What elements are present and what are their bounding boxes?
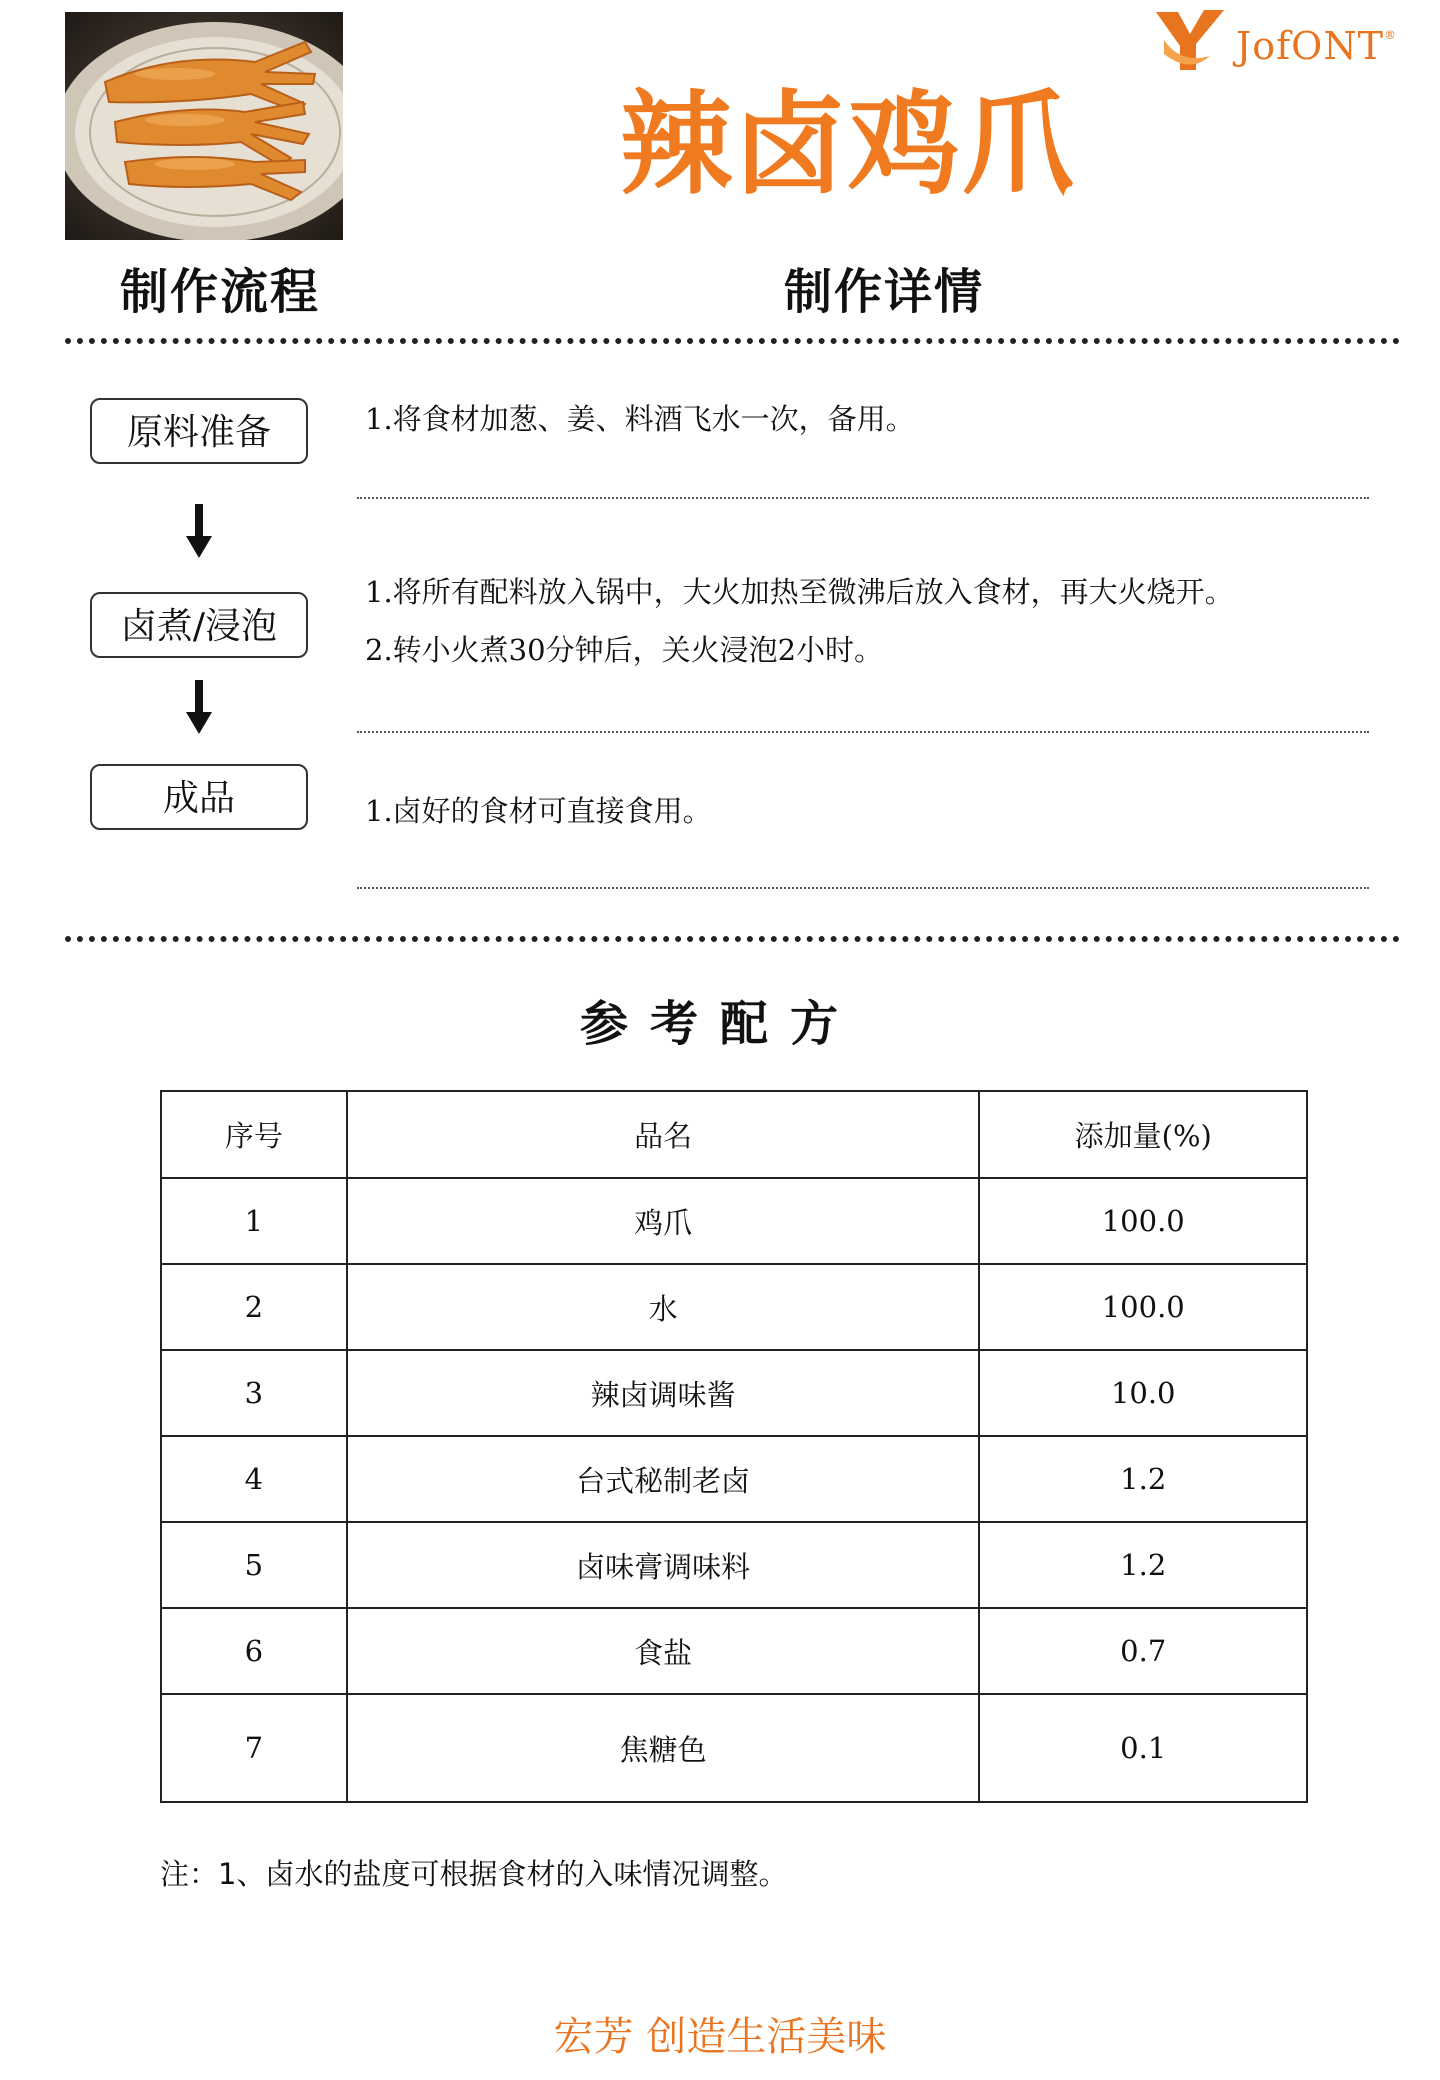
row-index: 7 bbox=[161, 1694, 347, 1802]
ingredient-name: 卤味膏调味料 bbox=[347, 1522, 980, 1608]
step-box-prepare: 原料准备 bbox=[90, 398, 308, 464]
ingredient-amount: 0.7 bbox=[979, 1608, 1307, 1694]
divider-top bbox=[65, 338, 1400, 344]
row-index: 5 bbox=[161, 1522, 347, 1608]
column-header: 序号 bbox=[161, 1091, 347, 1178]
recipe-title: 参考配方 bbox=[579, 996, 860, 1052]
row-index: 2 bbox=[161, 1264, 347, 1350]
row-index: 6 bbox=[161, 1608, 347, 1694]
arrow-down-icon bbox=[184, 680, 214, 736]
step-detail-braise-2: 2.转小火煮30分钟后，关火浸泡2小时。 bbox=[365, 633, 884, 667]
jofont-logo-icon bbox=[1150, 4, 1230, 76]
ingredient-name: 水 bbox=[347, 1264, 980, 1350]
ingredient-amount: 0.1 bbox=[979, 1694, 1307, 1802]
table-row bbox=[161, 1350, 1307, 1436]
recipe-table bbox=[160, 1090, 1308, 1803]
table-row bbox=[161, 1522, 1307, 1608]
step-detail-prepare-1: 1.将食材加葱、姜、料酒飞水一次，备用。 bbox=[365, 402, 915, 436]
divider-thin bbox=[357, 731, 1369, 733]
process-heading: 制作流程 bbox=[120, 264, 321, 320]
ingredient-name: 焦糖色 bbox=[347, 1694, 980, 1802]
chicken-feet-dish-photo bbox=[65, 12, 343, 240]
table-header-row bbox=[161, 1091, 1307, 1178]
divider-bottom bbox=[65, 936, 1400, 942]
ingredient-amount: 10.0 bbox=[979, 1350, 1307, 1436]
table-row bbox=[161, 1608, 1307, 1694]
row-index: 1 bbox=[161, 1178, 347, 1264]
step-detail-braise-1: 1.将所有配料放入锅中，大火加热至微沸后放入食材，再大火烧开。 bbox=[365, 575, 1234, 609]
ingredient-amount: 1.2 bbox=[979, 1522, 1307, 1608]
column-header: 品名 bbox=[347, 1091, 980, 1178]
ingredient-amount: 100.0 bbox=[979, 1178, 1307, 1264]
table-row bbox=[161, 1436, 1307, 1522]
step-box-finished: 成品 bbox=[90, 764, 308, 830]
ingredient-name: 台式秘制老卤 bbox=[347, 1436, 980, 1522]
table-row bbox=[161, 1694, 1307, 1802]
ingredient-name: 食盐 bbox=[347, 1608, 980, 1694]
row-index: 4 bbox=[161, 1436, 347, 1522]
dish-photo bbox=[65, 12, 343, 240]
column-header: 添加量(%) bbox=[979, 1091, 1307, 1178]
brand-logo bbox=[1150, 4, 1410, 76]
arrow-down-icon bbox=[184, 504, 214, 560]
brand-slogan: 宏芳 创造生活美味 bbox=[553, 2014, 887, 2060]
row-index: 3 bbox=[161, 1350, 347, 1436]
recipe-note: 注：1、卤水的盐度可根据食材的入味情况调整。 bbox=[160, 1857, 788, 1891]
ingredient-name: 辣卤调味酱 bbox=[347, 1350, 980, 1436]
divider-thin bbox=[357, 887, 1369, 889]
page-title: 辣卤鸡爪 bbox=[620, 80, 1076, 210]
ingredient-name: 鸡爪 bbox=[347, 1178, 980, 1264]
table-row bbox=[161, 1264, 1307, 1350]
step-box-braise: 卤煮/浸泡 bbox=[90, 592, 308, 658]
details-heading: 制作详情 bbox=[784, 264, 985, 320]
logo-wordmark: JofONT® bbox=[1236, 24, 1397, 68]
step-detail-finished-1: 1.卤好的食材可直接食用。 bbox=[365, 794, 712, 828]
ingredient-amount: 1.2 bbox=[979, 1436, 1307, 1522]
table-row bbox=[161, 1178, 1307, 1264]
ingredient-amount: 100.0 bbox=[979, 1264, 1307, 1350]
divider-thin bbox=[357, 497, 1369, 499]
